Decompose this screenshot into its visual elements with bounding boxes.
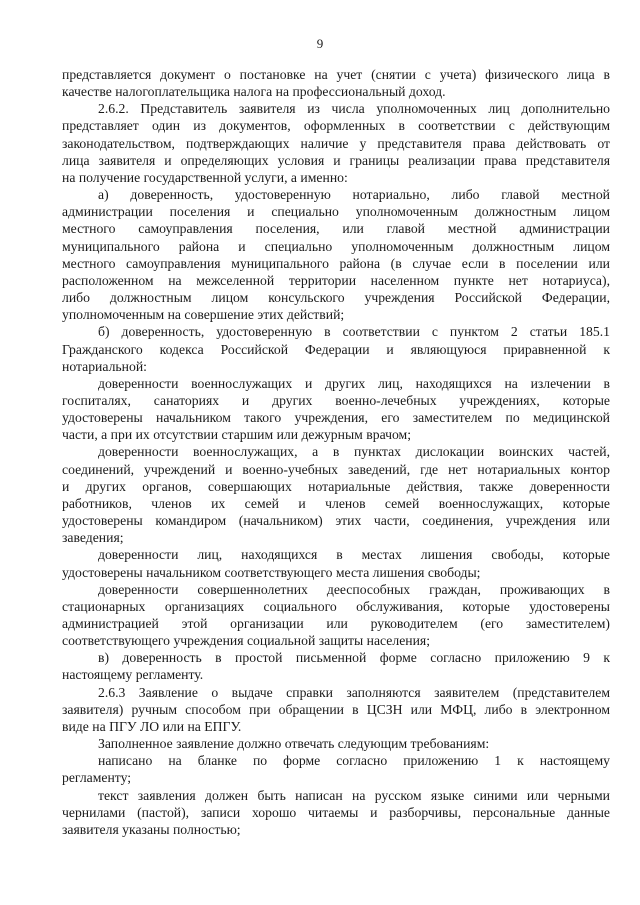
paragraph — [62, 100, 610, 186]
text-line: представляется документ о постановке на учет (снятии с учета) физического лица в — [62, 67, 610, 82]
paragraph — [62, 186, 610, 323]
text-line: соответствующего учреждения социальной защиты населения; — [62, 633, 431, 649]
text-line: 2.6.3 Заявление о выдаче справки заполняются заявителем (представителем — [98, 684, 610, 700]
text-line: лица заявителя и определяющих условия и границы реализации права представителя — [62, 152, 610, 168]
text-line: заведения; — [62, 530, 124, 546]
text-line: либо должностным лицом консульского учреждения Российской Федерации, — [62, 290, 610, 306]
text-line: администрацией этой организации или руководителем (его заместителем) — [62, 616, 610, 631]
text-line: Гражданского кодекса Российской Федерации и являющуюся приравненной к — [62, 341, 610, 357]
paragraph — [62, 649, 610, 683]
text-line: работников, членов их семей и членов семей военнослужащих, которые — [62, 495, 610, 511]
text-line: местного самоуправления поселения, или главой местной администрации — [62, 221, 610, 237]
text-line: написано на бланке по форме согласно приложению 1 к настоящему — [98, 753, 610, 769]
text-line: удостоверены начальником такого учреждения, его заместителем по медицинской — [62, 410, 610, 426]
text-line: заявителя) ручным способом при обращении в ЦСЗН или МФЦ, либо в электронном — [62, 701, 610, 717]
text-line: представляет один из документов, оформленных в соответствии с действующим — [62, 118, 610, 134]
text-line: доверенности военнослужащих, а в пунктах дислокации воинских частей, — [98, 444, 610, 460]
text-line: законодательством, подтверждающих наличие у представителя права действовать от — [62, 135, 610, 151]
text-line: удостоверены командиром (начальником) этих части, соединения, учреждения или — [62, 513, 610, 529]
text-line: госпиталях, санаториях и других военно-лечебных учреждениях, которые — [62, 392, 610, 408]
paragraph — [62, 581, 610, 650]
paragraph — [62, 787, 610, 838]
text-line: настоящему регламенту. — [62, 667, 204, 683]
paragraph — [62, 375, 610, 444]
paragraph — [62, 752, 610, 786]
document-body — [62, 66, 610, 838]
text-line: расположенном на межселенной территории населенном пункте нет нотариуса), — [62, 272, 610, 288]
text-line: администрации поселения и специально уполномоченным должностным лицом — [62, 204, 610, 220]
paragraph — [62, 546, 610, 580]
paragraph — [62, 66, 610, 100]
text-line: стационарных организациях социального обслуживания, которые удостоверены — [62, 598, 610, 614]
text-line: доверенности военнослужащих и других лиц, находящихся на излечении в — [98, 375, 610, 391]
text-line: на получение государственной услуги, а именно: — [62, 169, 348, 185]
text-line: заявителя указаны полностью; — [62, 821, 241, 837]
page-number: 9 — [316, 36, 324, 51]
text-line: регламенту; — [62, 770, 132, 786]
text-line: текст заявления должен быть написан на русском языке синими или черными — [98, 787, 610, 803]
text-line: соединений, учреждений и военно-учебных заведений, где нет нотариальных контор — [62, 461, 610, 477]
text-line: б) доверенность, удостоверенную в соответствии с пунктом 2 статьи 185.1 — [98, 324, 610, 340]
text-line: а) доверенность, удостоверенную нотариально, либо главой местной — [98, 187, 610, 203]
text-line: 2.6.2. Представитель заявителя из числа уполномоченных лиц дополнительно — [98, 101, 610, 117]
text-line: чернилами (пастой), записи хорошо читаемы и разборчивы, персональные данные — [62, 804, 610, 820]
paragraph — [62, 323, 610, 374]
text-line: доверенности совершеннолетних дееспособных граждан, проживающих в — [98, 581, 610, 597]
text-line: муниципального района и специально уполномоченным должностным лицом — [62, 238, 610, 254]
text-line: уполномоченным на совершение этих действий; — [62, 307, 345, 323]
text-line: доверенности лиц, находящихся в местах лишения свободы, которые — [98, 547, 610, 563]
paragraph — [62, 735, 610, 752]
text-line: части, а при их отсутствии старшим или дежурным врачом; — [62, 427, 412, 443]
text-line: качестве налогоплательщика налога на профессиональный доход. — [62, 84, 446, 100]
text-line: удостоверены начальником соответствующего места лишения свободы; — [62, 564, 481, 580]
text-line: в) доверенность в простой письменной форме согласно приложению 9 к — [98, 650, 610, 666]
text-line: нотариальной: — [62, 358, 147, 374]
paragraph — [62, 684, 610, 735]
paragraph — [62, 443, 610, 546]
text-line: и других органов, совершающих нотариальные действия, также доверенности — [62, 478, 610, 494]
text-line: виде на ПГУ ЛО или на ЕПГУ. — [62, 718, 242, 734]
text-line: местного самоуправления муниципального района (в случае если в поселении или — [62, 255, 610, 271]
text-line: Заполненное заявление должно отвечать следующим требованиям: — [98, 736, 490, 752]
